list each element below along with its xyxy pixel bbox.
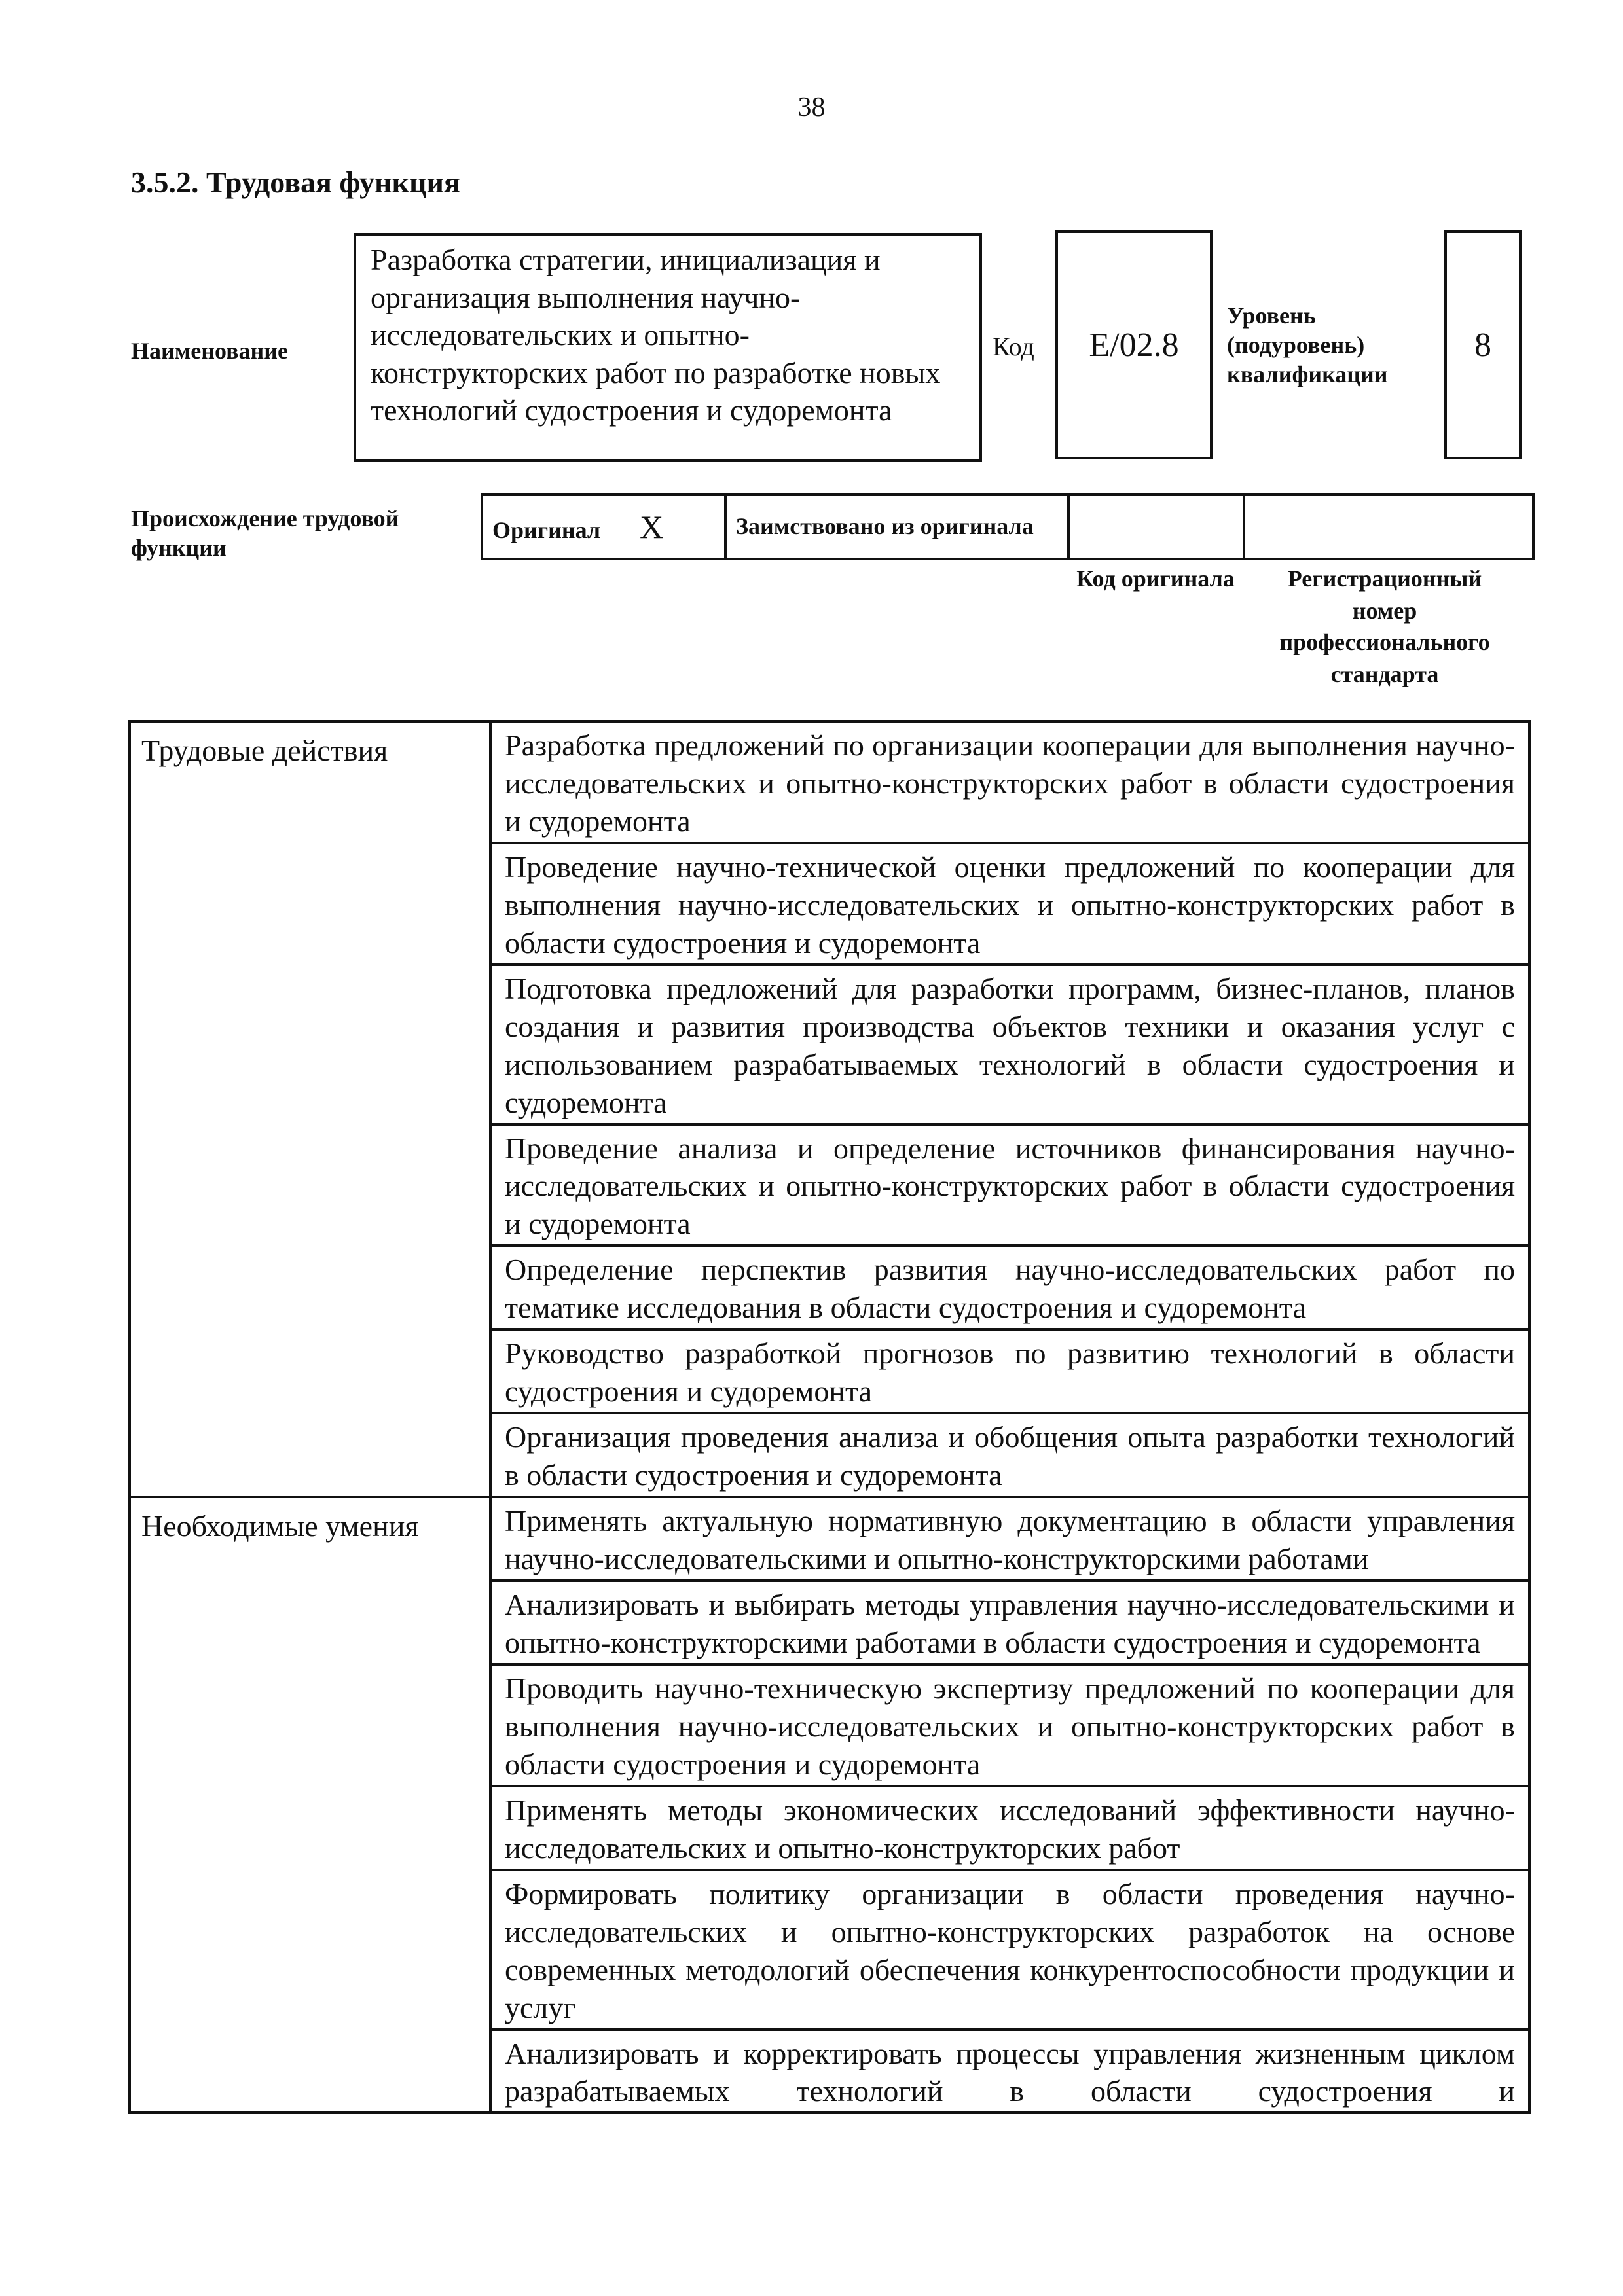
labor-actions-row [130, 721, 1529, 843]
borrowed-label: Заимствовано из оригинала [736, 513, 1034, 540]
origin-table [481, 493, 1535, 560]
skill-item: Формировать политику организации в области проведения научно-исследовательских и опытно-конструкторских разработок на основе современных методологий обеспечения конкурентоспособности продукции и услуг [490, 1870, 1529, 2030]
page-number: 38 [797, 92, 826, 122]
required-skills-row [130, 1497, 1529, 1581]
level-label: Уровень (подуровень) квалификации [1227, 302, 1388, 387]
function-details-table [128, 720, 1531, 2114]
section-title: 3.5.2. Трудовая функция [131, 166, 460, 199]
function-name-box: Разработка стратегии, инициализация и организация выполнения научно-исследовательских и опытно-конструкторских работ по разработке новых технологий судостроения и судоремонта [354, 233, 982, 462]
name-label: Наименование [131, 338, 288, 364]
labor-action-item: Определение перспектив развития научно-исследовательских работ по тематике исследования в области судостроения и судоремонта [490, 1246, 1529, 1329]
skill-item: Анализировать и выбирать методы управления научно-исследовательскими и опытно-конструкторскими работами в области судостроения и судоремонта [490, 1581, 1529, 1664]
original-label: Оригинал [492, 517, 601, 543]
code-value-box: E/02.8 [1055, 230, 1213, 459]
labor-action-item: Проведение научно-технической оценки предложений по кооперации для выполнения научно-исследовательских и опытно-конструкторских работ в области судостроения и судоремонта [490, 843, 1529, 965]
required-skills-label: Необходимые умения [130, 1497, 490, 2113]
code-original-cell [1068, 495, 1244, 559]
labor-action-item: Подготовка предложений для разработки программ, бизнес-планов, планов создания и развития производства объектов техники и оказания услуг с использованием разрабатываемых технологий в области судостроения и судоремонта [490, 965, 1529, 1124]
skill-item: Анализировать и корректировать процессы управления жизненным циклом разрабатываемых технологий в области судостроения и [490, 2030, 1529, 2113]
code-original-label: Код оригинала [1076, 565, 1235, 592]
reg-number-cell [1244, 495, 1533, 559]
original-mark: X [640, 509, 664, 545]
labor-action-item: Организация проведения анализа и обобщения опыта разработки технологий в области судостроения и судоремонта [490, 1413, 1529, 1497]
reg-number-label: Регистрационный номер профессионального стандарта [1279, 565, 1490, 687]
original-cell [482, 495, 725, 559]
labor-action-item: Разработка предложений по организации кооперации для выполнения научно-исследовательских и опытно-конструкторских работ в области судостроения и судоремонта [490, 721, 1529, 843]
labor-action-item: Руководство разработкой прогнозов по развитию технологий в области судостроения и судоремонта [490, 1329, 1529, 1413]
skill-item: Проводить научно-техническую экспертизу предложений по кооперации для выполнения научно-исследовательских и опытно-конструкторских работ в области судостроения и судоремонта [490, 1664, 1529, 1786]
code-label: Код [993, 332, 1034, 361]
level-value-box: 8 [1444, 230, 1522, 459]
labor-actions-label: Трудовые действия [130, 721, 490, 1497]
origin-label: Происхождение трудовой функции [131, 505, 399, 561]
skill-item: Применять методы экономических исследований эффективности научно-исследовательских и опытно-конструкторских работ [490, 1786, 1529, 1870]
skill-item: Применять актуальную нормативную документацию в области управления научно-исследовательскими и опытно-конструкторскими работами [490, 1497, 1529, 1581]
labor-action-item: Проведение анализа и определение источников финансирования научно-исследовательских и опытно-конструкторских работ в области судостроения и судоремонта [490, 1124, 1529, 1246]
borrowed-cell [725, 495, 1068, 559]
